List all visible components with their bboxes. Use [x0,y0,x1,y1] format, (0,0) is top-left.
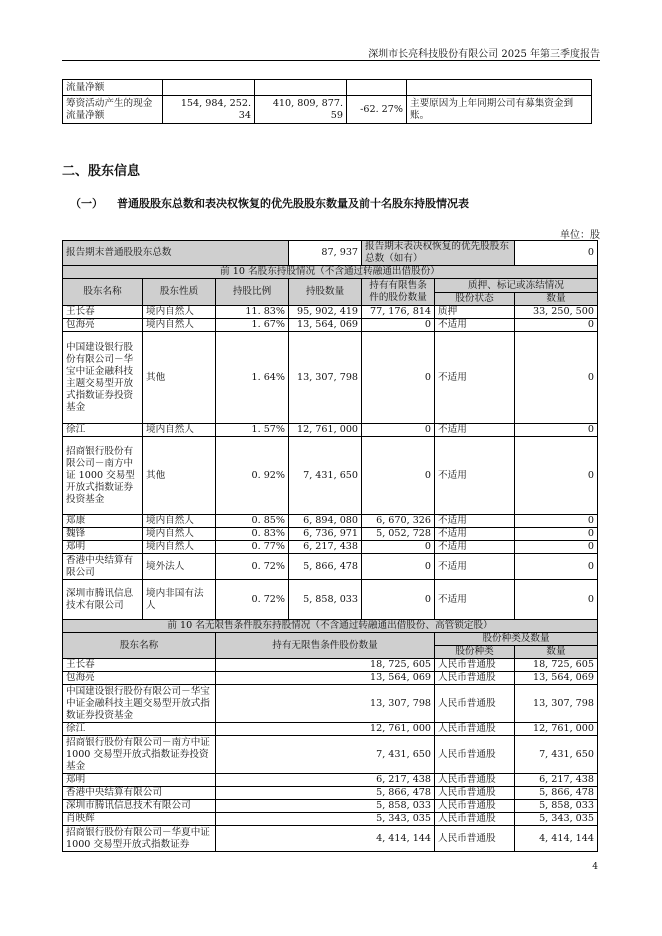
u-holder-type: 人民币普通股 [435,659,515,672]
holder-name: 郑康 [63,515,143,528]
table-row [63,813,598,826]
header-row [63,279,598,293]
table-row [63,437,598,515]
subsection-title [70,195,469,211]
holder-quantity: 0 [515,554,598,580]
holder-name: 招商银行股份有限公司－南方中证 1000 交易型开放式指数证券投资基金 [63,437,143,515]
holder-name: 包海亮 [63,319,143,332]
cashflow-table [62,79,592,124]
table-row [63,672,598,685]
summary-label-preferred: 报告期末表决权恢复的优先股股东总数（如有） [362,241,515,266]
section-row [63,620,598,633]
header-quantity: 数量 [515,293,598,306]
table-row [63,96,592,124]
holder-restricted: 5, 052, 728 [362,528,435,541]
u-holder-count: 5, 858, 033 [216,800,435,813]
table-row [63,736,598,774]
holder-nature: 境内自然人 [143,319,216,332]
header-status: 股份状态 [435,293,515,306]
holder-count: 5, 866, 478 [289,554,362,580]
holder-restricted: 0 [362,554,435,580]
u-header-type: 股份种类 [435,646,515,659]
u-holder-type: 人民币普通股 [435,774,515,787]
u-header-kind: 股份种类及数量 [435,633,598,646]
holder-nature: 境内自然人 [143,515,216,528]
holder-restricted: 77, 176, 814 [362,306,435,319]
holder-status: 不适用 [435,437,515,515]
u-holder-name: 肖映辉 [63,813,216,826]
table-row [63,541,598,554]
holder-nature: 其他 [143,437,216,515]
shareholders-table [62,240,598,852]
table-row [63,685,598,723]
u-holder-quantity: 5, 858, 033 [515,800,598,813]
holder-restricted: 0 [362,580,435,620]
u-holder-type: 人民币普通股 [435,736,515,774]
u-holder-quantity: 5, 343, 035 [515,813,598,826]
cashflow-current: 154, 984, 252. 34 [163,96,255,124]
holder-status: 不适用 [435,424,515,437]
holder-name: 魏锋 [63,528,143,541]
holder-status: 不适用 [435,528,515,541]
holder-restricted: 0 [362,332,435,424]
table-row [63,528,598,541]
cashflow-reason: 主要原因为上年同期公司有募集资金到账。 [407,96,592,124]
u-holder-type: 人民币普通股 [435,800,515,813]
holder-nature: 境内自然人 [143,528,216,541]
header-ratio: 持股比例 [216,279,289,306]
holder-quantity: 0 [515,437,598,515]
u-holder-name: 王长春 [63,659,216,672]
holder-name: 郑明 [63,541,143,554]
table-row [63,332,598,424]
header-row [63,633,598,646]
report-header-title: 深圳市长亮科技股份有限公司 2025 年第三季度报告 [368,49,600,60]
holder-status: 不适用 [435,580,515,620]
holder-nature: 境内自然人 [143,424,216,437]
u-holder-name: 招商银行股份有限公司－华夏中证 1000 交易型开放式指数证券 [63,826,216,852]
u-holder-name: 招商银行股份有限公司－南方中证 1000 交易型开放式指数证券投资基金 [63,736,216,774]
holder-nature: 境内自然人 [143,306,216,319]
holder-status: 不适用 [435,554,515,580]
holder-name: 徐江 [63,424,143,437]
table-row [63,787,598,800]
u-holder-count: 6, 217, 438 [216,774,435,787]
holder-count: 6, 217, 438 [289,541,362,554]
table-row [63,800,598,813]
holder-count: 7, 431, 650 [289,437,362,515]
cashflow-change: -62. 27% [347,96,407,124]
u-holder-count: 13, 564, 069 [216,672,435,685]
u-holder-type: 人民币普通股 [435,672,515,685]
holder-ratio: 11. 83% [216,306,289,319]
section-title: 二、股东信息 [62,164,141,179]
table-row [63,826,598,852]
u-holder-quantity: 13, 564, 069 [515,672,598,685]
u-holder-name: 郑明 [63,774,216,787]
holder-ratio: 1. 67% [216,319,289,332]
holder-ratio: 0. 77% [216,541,289,554]
header-name: 股东名称 [63,279,143,306]
holder-ratio: 0. 92% [216,437,289,515]
holder-restricted: 0 [362,424,435,437]
u-holder-type: 人民币普通股 [435,826,515,852]
holder-count: 5, 858, 033 [289,580,362,620]
page-number: 4 [592,862,598,872]
holder-quantity: 0 [515,332,598,424]
cashflow-label: 流量净额 [63,80,163,96]
holder-status: 不适用 [435,319,515,332]
holder-restricted: 0 [362,541,435,554]
section-row [63,266,598,279]
holder-name: 中国建设银行股份有限公司－华宝中证金融科技主题交易型开放式指数证券投资基金 [63,332,143,424]
summary-value-preferred: 0 [515,241,598,266]
cashflow-prior: 410, 809, 877. 59 [255,96,347,124]
holder-nature: 境内非国有法人 [143,580,216,620]
holder-nature: 其他 [143,332,216,424]
u-holder-count: 5, 343, 035 [216,813,435,826]
holder-ratio: 0. 85% [216,515,289,528]
holder-ratio: 0. 83% [216,528,289,541]
u-holder-count: 7, 431, 650 [216,736,435,774]
u-holder-type: 人民币普通股 [435,723,515,736]
u-holder-quantity: 13, 307, 798 [515,685,598,723]
holder-count: 12, 761, 000 [289,424,362,437]
table-row [63,306,598,319]
u-holder-name: 中国建设银行股份有限公司－华宝中证金融科技主题交易型开放式指数证券投资基金 [63,685,216,723]
unrestricted-title: 前 10 名无限售条件股东持股情况（不含通过转融通出借股份、高管锁定股） [63,620,598,633]
holder-status: 不适用 [435,515,515,528]
u-holder-count: 12, 761, 000 [216,723,435,736]
u-header-name: 股东名称 [63,633,216,659]
u-holder-count: 4, 414, 144 [216,826,435,852]
holder-restricted: 0 [362,437,435,515]
header-nature: 股东性质 [143,279,216,306]
holder-status: 质押 [435,306,515,319]
holder-quantity: 0 [515,424,598,437]
u-holder-type: 人民币普通股 [435,685,515,723]
header-divider [62,60,600,61]
cashflow-label: 筹资活动产生的现金流量净额 [63,96,163,124]
table-row [63,723,598,736]
holder-count: 6, 736, 971 [289,528,362,541]
holder-quantity: 0 [515,319,598,332]
table-row [63,424,598,437]
table-row [63,319,598,332]
holder-restricted: 6, 670, 326 [362,515,435,528]
top10-title: 前 10 名股东持股情况（不含通过转融通出借股份） [63,266,598,279]
u-holder-type: 人民币普通股 [435,787,515,800]
holder-count: 13, 564, 069 [289,319,362,332]
holder-quantity: 0 [515,515,598,528]
holder-quantity: 33, 250, 500 [515,306,598,319]
u-holder-name: 包海亮 [63,672,216,685]
u-holder-count: 18, 725, 605 [216,659,435,672]
holder-nature: 境内自然人 [143,541,216,554]
u-holder-name: 徐江 [63,723,216,736]
table-row [63,774,598,787]
holder-quantity: 0 [515,528,598,541]
table-row [63,554,598,580]
u-holder-count: 13, 307, 798 [216,685,435,723]
u-holder-quantity: 6, 217, 438 [515,774,598,787]
holder-restricted: 0 [362,319,435,332]
u-holder-quantity: 5, 866, 478 [515,787,598,800]
u-header-quantity: 数量 [515,646,598,659]
holder-ratio: 0. 72% [216,554,289,580]
u-holder-type: 人民币普通股 [435,813,515,826]
u-holder-count: 5, 866, 478 [216,787,435,800]
holder-count: 13, 307, 798 [289,332,362,424]
holder-quantity: 0 [515,580,598,620]
table-row [63,80,592,96]
holder-status: 不适用 [435,541,515,554]
u-holder-quantity: 12, 761, 000 [515,723,598,736]
holder-name: 香港中央结算有限公司 [63,554,143,580]
u-holder-name: 深圳市腾讯信息技术有限公司 [63,800,216,813]
table-row [63,580,598,620]
u-holder-quantity: 7, 431, 650 [515,736,598,774]
holder-quantity: 0 [515,541,598,554]
u-header-count: 持有无限售条件股份数量 [216,633,435,659]
table-row [63,659,598,672]
summary-row [63,241,598,266]
header-restricted: 持有有限售条件的股份数量 [362,279,435,306]
holder-count: 95, 902, 419 [289,306,362,319]
summary-value-common: 87, 937 [289,241,362,266]
u-holder-quantity: 4, 414, 144 [515,826,598,852]
subsection-text: 普通股股东总数和表决权恢复的优先股股东数量及前十名股东持股情况表 [117,197,469,210]
holder-ratio: 1. 57% [216,424,289,437]
holder-ratio: 1. 64% [216,332,289,424]
holder-name: 深圳市腾讯信息技术有限公司 [63,580,143,620]
u-holder-quantity: 18, 725, 605 [515,659,598,672]
unit-label: 单位：股 [560,230,600,241]
holder-ratio: 0. 72% [216,580,289,620]
u-holder-name: 香港中央结算有限公司 [63,787,216,800]
header-count: 持股数量 [289,279,362,306]
subsection-number: （一） [70,197,103,210]
table-row [63,515,598,528]
header-pledge: 质押、标记或冻结情况 [435,279,598,293]
summary-label-common: 报告期末普通股股东总数 [63,241,289,266]
holder-status: 不适用 [435,332,515,424]
holder-name: 王长春 [63,306,143,319]
holder-count: 6, 894, 080 [289,515,362,528]
holder-nature: 境外法人 [143,554,216,580]
